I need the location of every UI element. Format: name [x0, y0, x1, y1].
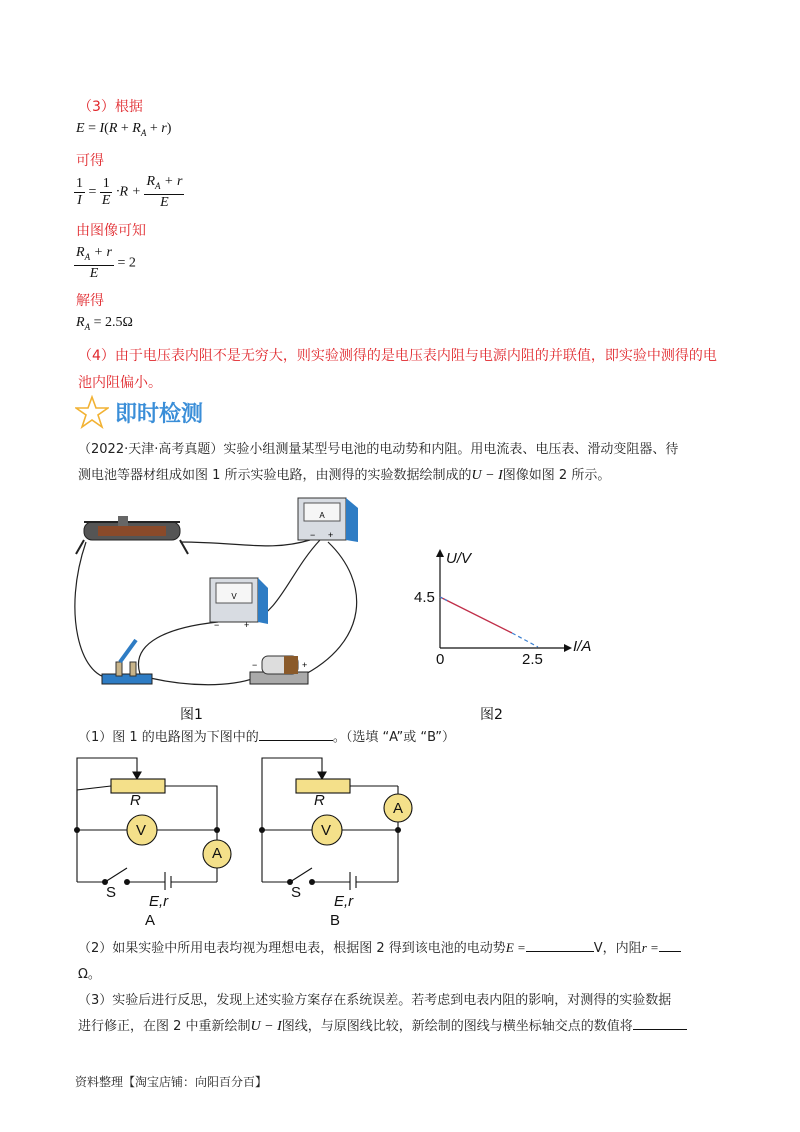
- equation-result: $R_A = 2.5\Omega$: [76, 315, 133, 332]
- svg-text:−: −: [252, 660, 258, 670]
- circuit-b-name: B: [330, 912, 341, 929]
- svg-text:−: −: [310, 530, 316, 540]
- svg-text:V: V: [231, 592, 237, 601]
- step3-label: （3）根据: [78, 99, 143, 115]
- graph-y-tick: 4.5: [414, 589, 435, 606]
- equation-slope: $\frac{R_A + r}{E}$ = 2: [76, 245, 136, 281]
- circuit-b-source-label: E,r: [334, 893, 354, 910]
- svg-text:A: A: [319, 511, 325, 520]
- rheostat: [76, 516, 188, 554]
- circuit-a-name: A: [145, 912, 156, 929]
- figure2-caption: 图2: [480, 707, 503, 723]
- circuit-a-source-label: E,r: [149, 893, 169, 910]
- circuit-diagram-b: [250, 750, 430, 890]
- section-heading-text: 即时检测: [115, 402, 204, 427]
- voltmeter: [210, 578, 268, 630]
- question2: （2）如果实验中所用电表均视为理想电表，根据图 2 得到该电池的电动势E = V，内阻r = Ω。: [78, 935, 778, 988]
- figure1-apparatus: [70, 492, 370, 697]
- circuit-diagram-a: [65, 750, 245, 890]
- question1: （1）图 1 的电路图为下图中的 。（选填 “A”或 “B”）: [78, 730, 456, 745]
- graph-y-label: U/V: [446, 550, 472, 567]
- q3-answer-blank[interactable]: [633, 1029, 687, 1030]
- graph-extrapolation: [512, 633, 538, 647]
- ammeter: [298, 498, 358, 542]
- graph-x-label: I/A: [573, 638, 592, 655]
- question3: （3）实验后进行反思，发现上述实验方案存在系统误差。若考虑到电表内阻的影响，对测得的实验数据 进行修正，在图 2 中重新绘制U − I图线，与原图线比较，新绘制的图线与横坐标轴交点的数值将: [78, 988, 788, 1040]
- circuit-a-switch-label: S: [106, 884, 117, 901]
- svg-text:+: +: [328, 530, 334, 540]
- switch: [102, 640, 152, 684]
- svg-text:+: +: [302, 660, 308, 670]
- kede-label: 可得: [76, 153, 104, 169]
- circuit-b-voltmeter-label: V: [321, 822, 332, 839]
- equation-reciprocal: $\frac{1}{I}$ = $\frac{1}{E}$ ·R + $\frac{R_A + r}{E}$: [76, 174, 183, 210]
- circuit-a-voltmeter-label: V: [136, 822, 147, 839]
- battery: [250, 656, 308, 684]
- circuit-b-r-label: R: [314, 792, 325, 809]
- q2-emf-blank[interactable]: [526, 951, 594, 952]
- jiede-label: 解得: [76, 293, 104, 309]
- svg-text:+: +: [244, 620, 250, 630]
- graph-x-tick: 2.5: [522, 651, 543, 668]
- from-graph-label: 由图像可知: [76, 223, 146, 239]
- star-icon: [75, 395, 109, 429]
- q1-answer-blank[interactable]: [259, 740, 333, 741]
- circuit-a-ammeter-label: A: [212, 845, 223, 862]
- footer-source: 资料整理【淘宝店铺：向阳百分百】: [75, 1075, 268, 1089]
- problem-intro: （2022·天津·高考真题）实验小组测量某型号电池的电动势和内阻。用电流表、电压表、滑动变阻器、待 测电池等器材组成如图 1 所示实验电路，由测得的实验数据绘制成的U − I图像如图 2 所示。: [78, 442, 679, 483]
- svg-text:−: −: [214, 620, 220, 630]
- circuit-b-switch-label: S: [291, 884, 302, 901]
- circuit-b-ammeter-label: A: [393, 800, 404, 817]
- circuit-a-r-label: R: [130, 792, 141, 809]
- equation-emf: $E = I(R + R_A + r)$: [76, 121, 172, 138]
- graph-origin: 0: [436, 651, 445, 668]
- graph-line: [440, 597, 512, 633]
- section-heading: [75, 395, 215, 429]
- step4-text: （4）由于电压表内阻不是无穷大，则实验测得的是电压表内阻与电源内阻的并联值，即实验中测得的电 池内阻偏小。: [78, 348, 717, 391]
- figure1-caption: 图1: [180, 707, 203, 723]
- q2-resistance-blank[interactable]: [659, 951, 681, 952]
